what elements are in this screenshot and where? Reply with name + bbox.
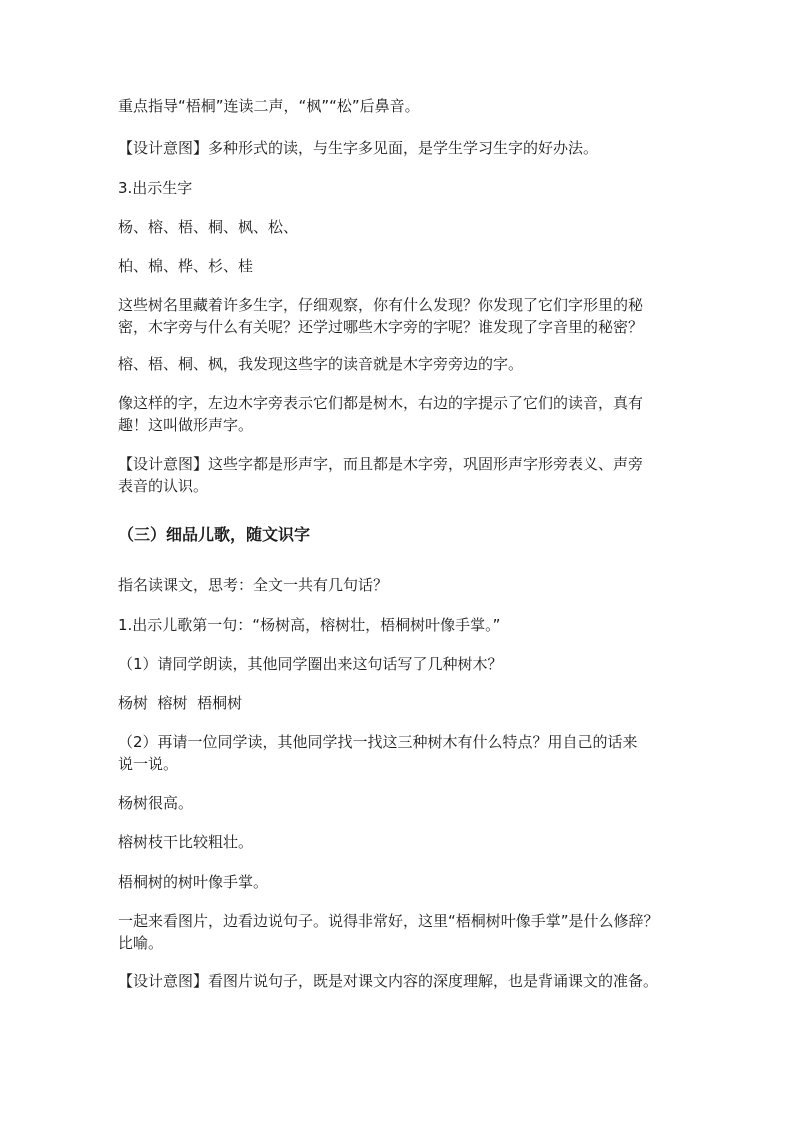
text-line: 【设计意图】多种形式的读，与生字多见面，是学生学习生字的好办法。	[118, 139, 599, 157]
text-line: 榕树枝干比较粗壮。	[118, 833, 254, 851]
text-line: 说一说。	[118, 755, 179, 773]
text-line: 杨树很高。	[118, 794, 194, 812]
text-line: 【设计意图】这些字都是形声字，而且都是木字旁，巩固形声字形旁表义、声旁	[118, 455, 644, 473]
text-line: 指名读课文，思考：全文一共有几句话？	[118, 576, 389, 594]
text-line: 1.出示儿歌第一句：“杨树高，榕树壮，梧桐树叶像手掌。”	[118, 616, 501, 634]
paragraph-activity-1	[118, 653, 680, 675]
text-line: 柏、棉、桦、杉、桂	[118, 257, 254, 275]
text-line: 杨树 榕树 梧桐树	[118, 694, 243, 712]
paragraph-parasol	[118, 871, 680, 893]
text-line: 3.出示生字	[118, 179, 193, 197]
paragraph-step-3-title	[118, 177, 680, 199]
text-line: （1）请同学朗读，其他同学圈出来这句话写了几种树木？	[118, 655, 503, 673]
paragraph-banyan	[118, 831, 680, 853]
text-line: 杨、榕、梧、桐、枫、松、	[118, 218, 299, 236]
text-line: 一起来看图片，边看边说句子。说得非常好，这里“梧桐树叶像手掌”是什么修辞？	[118, 912, 659, 930]
text-line: 【设计意图】看图片说句子，既是对课文内容的深度理解，也是背诵课文的准备。	[118, 972, 659, 990]
paragraph-poplar	[118, 792, 680, 814]
text-line: 表音的认识。	[118, 477, 209, 495]
paragraph-characters-row-2	[118, 255, 680, 277]
text-line: 密，木字旁与什么有关呢？还学过哪些木字旁的字呢？谁发现了字音里的秘密？	[118, 318, 644, 336]
paragraph-picture-discussion	[118, 910, 680, 954]
paragraph-design-intent-3	[118, 970, 680, 992]
text-line: 榕、梧、桐、枫，我发现这些字的读音就是木字旁旁边的字。	[118, 355, 524, 373]
paragraph-activity-2	[118, 731, 680, 775]
text-line: 趣！这叫做形声字。	[118, 416, 254, 434]
text-line: （三）细品儿歌，随文识字	[118, 525, 311, 544]
text-line: 梧桐树的树叶像手掌。	[118, 873, 269, 891]
paragraph-phono-semantic-explanation	[118, 392, 680, 436]
paragraph-tree-names	[118, 692, 680, 714]
text-line: 重点指导“梧桐”连读二声，“枫”“松”后鼻音。	[118, 97, 420, 115]
text-line: 这些树名里藏着许多生字，仔细观察，你有什么发现？你发现了它们字形里的秘	[118, 296, 644, 314]
paragraph-design-intent-1	[118, 137, 680, 159]
paragraph-characters-row-1	[118, 216, 680, 238]
paragraph-observation-question	[118, 294, 680, 338]
paragraph-design-intent-2	[118, 453, 680, 497]
paragraph-first-sentence	[118, 614, 680, 636]
paragraph-discovery	[118, 353, 680, 375]
paragraph-pronunciation-note	[118, 95, 680, 117]
text-line: 像这样的字，左边木字旁表示它们都是树木，右边的字提示了它们的读音，真有	[118, 394, 644, 412]
section-heading	[118, 524, 680, 546]
paragraph-reading-question	[118, 574, 680, 596]
text-line: （2）再请一位同学读，其他同学找一找这三种树木有什么特点？用自己的话来	[118, 733, 638, 751]
text-line: 比喻。	[118, 934, 164, 952]
